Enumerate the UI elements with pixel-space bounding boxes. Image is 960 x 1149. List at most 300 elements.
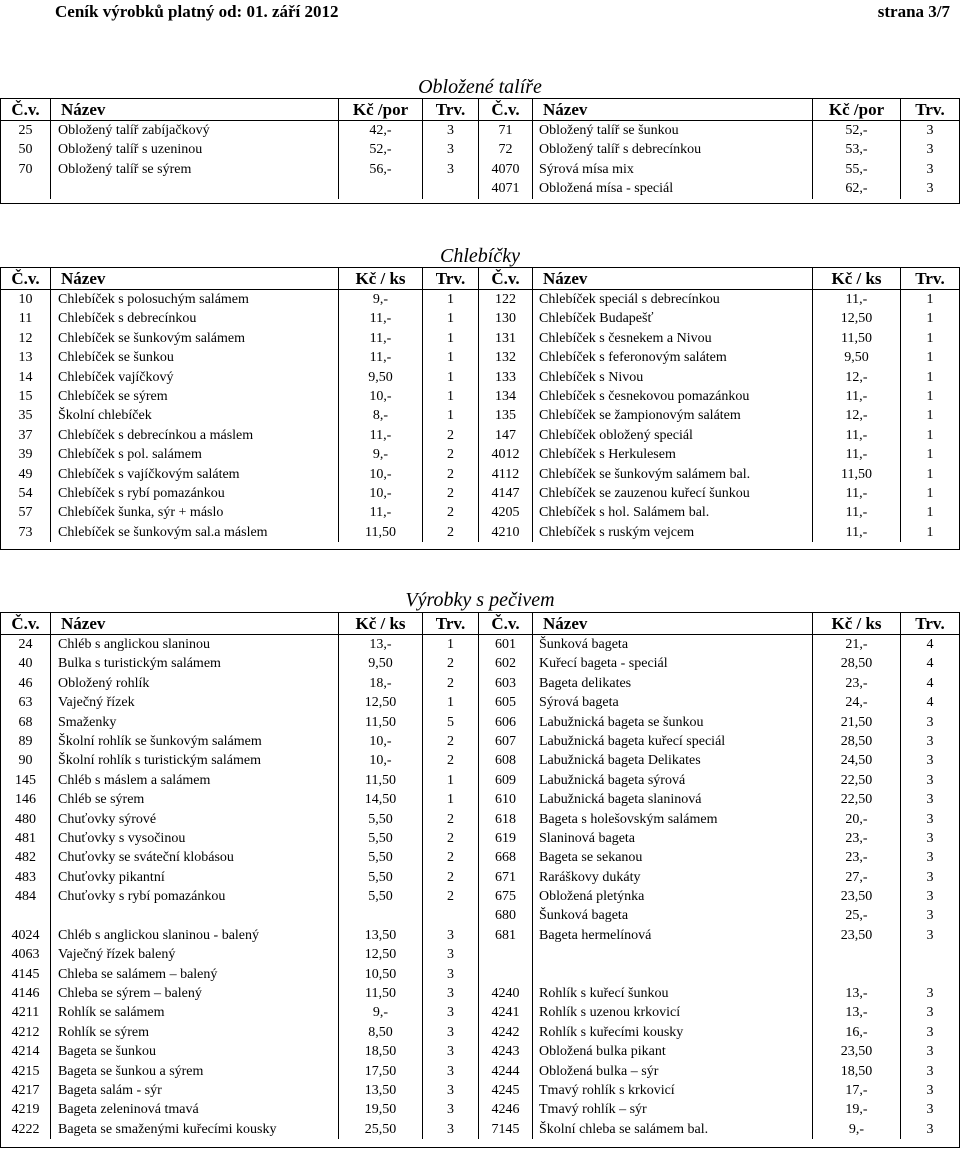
cell-cislo-vyrobku-2: 4240 <box>479 984 533 1003</box>
cell-cena: 18,- <box>339 674 423 693</box>
cell-cislo-vyrobku-2: 7145 <box>479 1120 533 1139</box>
cell-nazev-2: Chlebíček s hol. Salámem bal. <box>533 503 813 522</box>
cell-trvanlivost: 1 <box>423 329 479 348</box>
cell-nazev-2: Školní chleba se salámem bal. <box>533 1120 813 1139</box>
price-table-chlebicky <box>0 267 960 550</box>
cell-nazev: Chlebíček s pol. salámem <box>51 445 339 464</box>
cell-cislo-vyrobku: 482 <box>1 848 51 867</box>
cell-cena-2: 11,- <box>813 426 901 445</box>
header-trvanlivost: Trv. <box>423 613 479 634</box>
cell-nazev-2: Labužnická bageta slaninová <box>533 790 813 809</box>
cell-nazev: Školní rohlík se šunkovým salámem <box>51 732 339 751</box>
table-row <box>1 179 959 198</box>
cell-cena-2: 27,- <box>813 868 901 887</box>
cell-cena: 11,50 <box>339 523 423 542</box>
cell-nazev: Smaženky <box>51 713 339 732</box>
cell-cislo-vyrobku: 15 <box>1 387 51 406</box>
cell-cislo-vyrobku: 54 <box>1 484 51 503</box>
cell-nazev: Bulka s turistickým salámem <box>51 654 339 673</box>
cell-cislo-vyrobku: 480 <box>1 810 51 829</box>
cell-nazev-2: Bageta se sekanou <box>533 848 813 867</box>
cell-cena: 10,- <box>339 732 423 751</box>
cell-trvanlivost <box>423 906 479 925</box>
cell-cena-2: 23,50 <box>813 887 901 906</box>
cell-cena: 18,50 <box>339 1042 423 1061</box>
cell-cena-2: 28,50 <box>813 732 901 751</box>
table-row <box>1 945 959 964</box>
cell-cislo-vyrobku-2: 681 <box>479 926 533 945</box>
cell-cena-2: 9,50 <box>813 348 901 367</box>
cell-cislo-vyrobku-2: 4012 <box>479 445 533 464</box>
cell-cislo-vyrobku-2: 668 <box>479 848 533 867</box>
cell-cislo-vyrobku: 73 <box>1 523 51 542</box>
table-row <box>1 121 959 140</box>
cell-cena-2: 52,- <box>813 121 901 140</box>
cell-trvanlivost-2: 3 <box>926 850 934 866</box>
cell-trvanlivost: 3 <box>423 1062 479 1081</box>
cell-trvanlivost: 1 <box>423 771 479 790</box>
price-table-oblozene-talire <box>0 98 960 204</box>
cell-trvanlivost-2: 3 <box>926 753 934 769</box>
cell-nazev: Bageta se šunkou a sýrem <box>51 1062 339 1081</box>
cell-nazev-2: Bageta hermelínová <box>533 926 813 945</box>
cell-trvanlivost: 1 <box>423 406 479 425</box>
cell-cislo-vyrobku-2: 675 <box>479 887 533 906</box>
cell-nazev-2 <box>533 965 813 984</box>
page-number: strana 3/7 <box>877 2 950 21</box>
cell-cena: 9,50 <box>339 368 423 387</box>
cell-cena-2: 23,- <box>813 848 901 867</box>
cell-cena: 9,- <box>339 290 423 309</box>
table-row <box>1 771 959 790</box>
cell-nazev-2: Raráškovy dukáty <box>533 868 813 887</box>
cell-cislo-vyrobku: 484 <box>1 887 51 906</box>
header-cena-2: Kč / ks <box>813 268 901 289</box>
cell-nazev-2: Obložený talíř s debrecínkou <box>533 140 813 159</box>
cell-cislo-vyrobku: 11 <box>1 309 51 328</box>
cell-cena: 11,50 <box>339 771 423 790</box>
table-row <box>1 140 959 159</box>
cell-nazev-2: Tmavý rohlík – sýr <box>533 1100 813 1119</box>
cell-cena: 56,- <box>339 160 423 179</box>
header-trvanlivost: Trv. <box>423 268 479 289</box>
cell-cena: 13,50 <box>339 926 423 945</box>
cell-trvanlivost: 3 <box>423 926 479 945</box>
cell-nazev-2: Rohlík s kuřecí šunkou <box>533 984 813 1003</box>
cell-cena-2: 55,- <box>813 160 901 179</box>
table-row <box>1 445 959 464</box>
cell-nazev-2: Obložená bulka pikant <box>533 1042 813 1061</box>
cell-cislo-vyrobku: 4211 <box>1 1003 51 1022</box>
cell-nazev-2: Rohlík s kuřecími kousky <box>533 1023 813 1042</box>
cell-trvanlivost: 5 <box>423 713 479 732</box>
cell-nazev-2: Chlebíček se žampionovým salátem <box>533 406 813 425</box>
cell-cislo-vyrobku-2: 4245 <box>479 1081 533 1100</box>
cell-cislo-vyrobku: 68 <box>1 713 51 732</box>
cell-cislo-vyrobku-2: 607 <box>479 732 533 751</box>
cell-trvanlivost-2: 3 <box>926 811 934 827</box>
cell-cislo-vyrobku: 70 <box>1 160 51 179</box>
cell-cislo-vyrobku: 4222 <box>1 1120 51 1139</box>
cell-cena-2: 13,- <box>813 1003 901 1022</box>
table-row <box>1 829 959 848</box>
cell-trvanlivost: 2 <box>423 732 479 751</box>
cell-cislo-vyrobku-2: 619 <box>479 829 533 848</box>
cell-trvanlivost-2 <box>901 945 959 964</box>
header-cena: Kč /por <box>339 99 423 120</box>
table-row <box>1 387 959 406</box>
cell-cena: 12,50 <box>339 945 423 964</box>
cell-nazev-2: Chlebíček s česnekem a Nivou <box>533 329 813 348</box>
cell-nazev-2: Chlebíček s česnekovou pomazánkou <box>533 387 813 406</box>
cell-cena-2: 23,50 <box>813 926 901 945</box>
table-row <box>1 160 959 179</box>
cell-trvanlivost-2: 3 <box>926 123 934 138</box>
table-row <box>1 1081 959 1100</box>
cell-cena: 9,- <box>339 445 423 464</box>
cell-cena-2: 22,50 <box>813 790 901 809</box>
cell-cena-2: 53,- <box>813 140 901 159</box>
cell-nazev-2: Obložená pletýnka <box>533 887 813 906</box>
cell-trvanlivost: 3 <box>423 1081 479 1100</box>
header-nazev: Název <box>51 613 339 634</box>
cell-cislo-vyrobku: 39 <box>1 445 51 464</box>
cell-cena-2: 11,- <box>813 484 901 503</box>
table-row <box>1 503 959 522</box>
cell-cena-2: 11,- <box>813 387 901 406</box>
cell-nazev: Bageta salám - sýr <box>51 1081 339 1100</box>
cell-cislo-vyrobku: 4217 <box>1 1081 51 1100</box>
cell-trvanlivost: 1 <box>423 635 479 654</box>
cell-nazev: Chlebíček se šunkovým salámem <box>51 329 339 348</box>
section-title-vyrobky-s-pecivem: Výrobky s pečivem <box>405 589 555 611</box>
table-row <box>1 848 959 867</box>
cell-cislo-vyrobku-2: 608 <box>479 751 533 770</box>
cell-trvanlivost: 3 <box>423 945 479 964</box>
cell-nazev-2: Labužnická bageta Delikates <box>533 751 813 770</box>
cell-cislo-vyrobku-2: 680 <box>479 906 533 925</box>
table-row <box>1 868 959 887</box>
cell-cislo-vyrobku: 4219 <box>1 1100 51 1119</box>
table-row <box>1 654 959 673</box>
cell-cislo-vyrobku-2: 4242 <box>479 1023 533 1042</box>
cell-trvanlivost-2: 1 <box>926 388 934 404</box>
cell-cena-2: 23,50 <box>813 1042 901 1061</box>
cell-nazev: Obložený talíř se sýrem <box>51 160 339 179</box>
table-row <box>1 693 959 712</box>
cell-cislo-vyrobku-2: 133 <box>479 368 533 387</box>
price-table-vyrobky-s-pecivem <box>0 612 960 1148</box>
header-trvanlivost-2: Trv. <box>915 100 945 119</box>
cell-cislo-vyrobku-2: 132 <box>479 348 533 367</box>
cell-cislo-vyrobku: 4214 <box>1 1042 51 1061</box>
table-row <box>1 348 959 367</box>
cell-cena-2: 17,- <box>813 1081 901 1100</box>
cell-trvanlivost: 2 <box>423 654 479 673</box>
cell-cena: 10,- <box>339 484 423 503</box>
cell-trvanlivost: 2 <box>423 829 479 848</box>
header-cislo-vyrobku: Č.v. <box>1 613 51 634</box>
cell-cena: 5,50 <box>339 868 423 887</box>
cell-nazev: Chuťovky s vysočinou <box>51 829 339 848</box>
cell-trvanlivost: 3 <box>423 1042 479 1061</box>
cell-nazev: Chlebíček vajíčkový <box>51 368 339 387</box>
cell-cislo-vyrobku: 483 <box>1 868 51 887</box>
cell-trvanlivost: 2 <box>423 484 479 503</box>
cell-trvanlivost-2: 1 <box>926 350 934 366</box>
cell-trvanlivost-2: 4 <box>926 656 934 672</box>
header-nazev-2: Název <box>533 613 813 634</box>
cell-cena: 42,- <box>339 121 423 140</box>
cell-cena: 19,50 <box>339 1100 423 1119</box>
cell-nazev: Školní rohlík s turistickým salámem <box>51 751 339 770</box>
cell-nazev: Chlebíček s debrecínkou a máslem <box>51 426 339 445</box>
cell-cena-2: 11,- <box>813 445 901 464</box>
cell-nazev-2: Slaninová bageta <box>533 829 813 848</box>
table-row <box>1 1003 959 1022</box>
cell-cena: 9,50 <box>339 654 423 673</box>
cell-cena-2: 18,50 <box>813 1062 901 1081</box>
cell-cislo-vyrobku <box>1 179 51 198</box>
table-row <box>1 790 959 809</box>
cell-cislo-vyrobku-2: 671 <box>479 868 533 887</box>
cell-cena: 10,50 <box>339 965 423 984</box>
cell-trvanlivost-2: 1 <box>926 369 934 385</box>
cell-cislo-vyrobku: 481 <box>1 829 51 848</box>
cell-nazev-2: Chlebíček s Nivou <box>533 368 813 387</box>
cell-cena: 5,50 <box>339 887 423 906</box>
cell-trvanlivost-2: 3 <box>926 1082 934 1098</box>
cell-cena <box>339 179 423 198</box>
cell-cislo-vyrobku-2: 72 <box>479 140 533 159</box>
cell-nazev-2: Labužnická bageta kuřecí speciál <box>533 732 813 751</box>
cell-nazev: Chuťovky s rybí pomazánkou <box>51 887 339 906</box>
cell-cislo-vyrobku: 35 <box>1 406 51 425</box>
table-row <box>1 887 959 906</box>
cell-cislo-vyrobku: 37 <box>1 426 51 445</box>
cell-trvanlivost: 1 <box>423 387 479 406</box>
cell-cislo-vyrobku-2: 4244 <box>479 1062 533 1081</box>
cell-trvanlivost: 1 <box>423 693 479 712</box>
cell-cislo-vyrobku-2: 610 <box>479 790 533 809</box>
cell-trvanlivost-2: 3 <box>926 889 934 905</box>
table-row <box>1 368 959 387</box>
cell-cislo-vyrobku-2: 4241 <box>479 1003 533 1022</box>
cell-cislo-vyrobku-2: 134 <box>479 387 533 406</box>
cell-trvanlivost: 3 <box>423 140 479 159</box>
cell-trvanlivost: 2 <box>423 503 479 522</box>
cell-cena: 11,- <box>339 329 423 348</box>
cell-cislo-vyrobku-2: 609 <box>479 771 533 790</box>
cell-trvanlivost: 2 <box>423 523 479 542</box>
cell-cislo-vyrobku-2 <box>479 945 533 964</box>
cell-trvanlivost: 2 <box>423 887 479 906</box>
cell-cislo-vyrobku: 89 <box>1 732 51 751</box>
cell-nazev-2: Rohlík s uzenou krkovicí <box>533 1003 813 1022</box>
table-row <box>1 732 959 751</box>
cell-cislo-vyrobku: 49 <box>1 465 51 484</box>
cell-cislo-vyrobku-2: 606 <box>479 713 533 732</box>
cell-cena: 25,50 <box>339 1120 423 1139</box>
table-row <box>1 465 959 484</box>
cell-nazev-2: Chlebíček obložený speciál <box>533 426 813 445</box>
cell-cena-2 <box>813 945 901 964</box>
header-cena-2: Kč / ks <box>813 613 901 634</box>
cell-cena-2: 12,50 <box>813 309 901 328</box>
cell-nazev-2: Chlebíček Budapešť <box>533 309 813 328</box>
cell-nazev: Chuťovky pikantní <box>51 868 339 887</box>
cell-cena: 13,50 <box>339 1081 423 1100</box>
cell-trvanlivost: 2 <box>423 674 479 693</box>
cell-cena: 52,- <box>339 140 423 159</box>
cell-cena: 11,- <box>339 309 423 328</box>
cell-cislo-vyrobku-2: 4243 <box>479 1042 533 1061</box>
cell-cislo-vyrobku-2: 4147 <box>479 484 533 503</box>
cell-trvanlivost: 2 <box>423 426 479 445</box>
cell-cislo-vyrobku: 4146 <box>1 984 51 1003</box>
cell-trvanlivost-2: 3 <box>926 714 934 730</box>
cell-trvanlivost-2: 3 <box>926 772 934 788</box>
cell-cena-2: 20,- <box>813 810 901 829</box>
cell-cislo-vyrobku-2: 605 <box>479 693 533 712</box>
cell-cislo-vyrobku: 13 <box>1 348 51 367</box>
cell-trvanlivost: 2 <box>423 868 479 887</box>
cell-nazev: Rohlík se salámem <box>51 1003 339 1022</box>
cell-trvanlivost: 2 <box>423 810 479 829</box>
cell-cislo-vyrobku-2: 603 <box>479 674 533 693</box>
table-header <box>1 99 959 121</box>
cell-cislo-vyrobku-2: 71 <box>479 121 533 140</box>
cell-trvanlivost-2: 1 <box>926 427 934 443</box>
cell-cislo-vyrobku-2: 130 <box>479 309 533 328</box>
cell-cena-2: 62,- <box>813 179 901 198</box>
cell-trvanlivost: 1 <box>423 348 479 367</box>
cell-cena-2: 21,- <box>813 635 901 654</box>
cell-nazev: Chléb s máslem a salámem <box>51 771 339 790</box>
cell-cena-2: 11,50 <box>813 329 901 348</box>
table-row <box>1 523 959 542</box>
cell-cena: 14,50 <box>339 790 423 809</box>
cell-nazev-2: Sýrová mísa mix <box>533 160 813 179</box>
cell-nazev: Chuťovky sýrové <box>51 810 339 829</box>
table-row <box>1 713 959 732</box>
cell-cislo-vyrobku-2: 4112 <box>479 465 533 484</box>
cell-nazev: Chlebíček šunka, sýr + máslo <box>51 503 339 522</box>
cell-nazev: Vaječný řízek balený <box>51 945 339 964</box>
cell-trvanlivost-2: 1 <box>926 466 934 482</box>
cell-nazev: Obložený rohlík <box>51 674 339 693</box>
cell-nazev: Chlebíček s debrecínkou <box>51 309 339 328</box>
cell-trvanlivost: 3 <box>423 1023 479 1042</box>
cell-cena: 10,- <box>339 465 423 484</box>
cell-cena: 5,50 <box>339 829 423 848</box>
header-cislo-vyrobku-2: Č.v. <box>479 268 533 289</box>
cell-trvanlivost-2: 1 <box>926 292 934 307</box>
table-row <box>1 810 959 829</box>
cell-cislo-vyrobku: 145 <box>1 771 51 790</box>
cell-cislo-vyrobku-2: 601 <box>479 635 533 654</box>
cell-cislo-vyrobku: 4212 <box>1 1023 51 1042</box>
cell-cislo-vyrobku: 63 <box>1 693 51 712</box>
cell-cena: 10,- <box>339 387 423 406</box>
cell-trvanlivost: 3 <box>423 1120 479 1139</box>
cell-trvanlivost-2: 3 <box>926 181 934 197</box>
cell-cena-2: 11,- <box>813 503 901 522</box>
cell-trvanlivost: 1 <box>423 309 479 328</box>
cell-trvanlivost-2: 3 <box>926 161 934 177</box>
cell-cena-2 <box>813 965 901 984</box>
cell-trvanlivost: 3 <box>423 160 479 179</box>
cell-cislo-vyrobku-2: 122 <box>479 290 533 309</box>
cell-trvanlivost: 3 <box>423 984 479 1003</box>
cell-cena: 17,50 <box>339 1062 423 1081</box>
cell-cena-2: 11,50 <box>813 465 901 484</box>
cell-nazev: Chlebíček s polosuchým salámem <box>51 290 339 309</box>
cell-trvanlivost: 2 <box>423 465 479 484</box>
cell-trvanlivost: 3 <box>423 1100 479 1119</box>
cell-nazev-2 <box>533 945 813 964</box>
cell-nazev: Bageta se smaženými kuřecími kousky <box>51 1120 339 1139</box>
cell-nazev-2: Chlebíček se zauzenou kuřecí šunkou <box>533 484 813 503</box>
cell-cislo-vyrobku-2: 618 <box>479 810 533 829</box>
cell-cena: 11,- <box>339 348 423 367</box>
table-row <box>1 1023 959 1042</box>
cell-trvanlivost-2: 3 <box>926 1024 934 1040</box>
cell-cena-2: 23,- <box>813 674 901 693</box>
cell-cena <box>339 906 423 925</box>
cell-trvanlivost: 1 <box>423 790 479 809</box>
cell-nazev: Chlebíček se šunkou <box>51 348 339 367</box>
cell-nazev: Chlebíček se sýrem <box>51 387 339 406</box>
cell-trvanlivost-2: 3 <box>926 1005 934 1021</box>
header-nazev: Název <box>51 268 339 289</box>
cell-cislo-vyrobku: 4215 <box>1 1062 51 1081</box>
cell-cislo-vyrobku-2: 147 <box>479 426 533 445</box>
cell-cislo-vyrobku-2: 4071 <box>479 179 533 198</box>
cell-trvanlivost-2: 3 <box>926 1044 934 1060</box>
cell-cislo-vyrobku-2 <box>479 965 533 984</box>
cell-nazev: Vaječný řízek <box>51 693 339 712</box>
page-header <box>0 0 960 26</box>
cell-cena: 11,- <box>339 426 423 445</box>
cell-nazev <box>51 906 339 925</box>
cell-cena-2: 24,- <box>813 693 901 712</box>
cell-cena-2: 19,- <box>813 1100 901 1119</box>
cell-cislo-vyrobku: 40 <box>1 654 51 673</box>
cell-cislo-vyrobku: 10 <box>1 290 51 309</box>
cell-nazev: Chléb se sýrem <box>51 790 339 809</box>
cell-trvanlivost-2: 3 <box>926 927 934 943</box>
cell-cena: 10,- <box>339 751 423 770</box>
cell-cislo-vyrobku <box>1 906 51 925</box>
cell-trvanlivost: 3 <box>423 965 479 984</box>
cell-nazev-2: Obložená mísa - speciál <box>533 179 813 198</box>
cell-nazev: Obložený talíř s uzeninou <box>51 140 339 159</box>
cell-cena: 11,50 <box>339 713 423 732</box>
cell-cislo-vyrobku: 4024 <box>1 926 51 945</box>
cell-nazev-2: Sýrová bageta <box>533 693 813 712</box>
cell-cena: 8,50 <box>339 1023 423 1042</box>
table-row <box>1 309 959 328</box>
cell-cislo-vyrobku: 4063 <box>1 945 51 964</box>
cell-nazev-2: Šunková bageta <box>533 906 813 925</box>
cell-cena: 8,- <box>339 406 423 425</box>
table-row <box>1 751 959 770</box>
cell-trvanlivost-2: 1 <box>926 485 934 501</box>
table-row <box>1 290 959 309</box>
cell-trvanlivost: 2 <box>423 445 479 464</box>
cell-cena: 5,50 <box>339 810 423 829</box>
